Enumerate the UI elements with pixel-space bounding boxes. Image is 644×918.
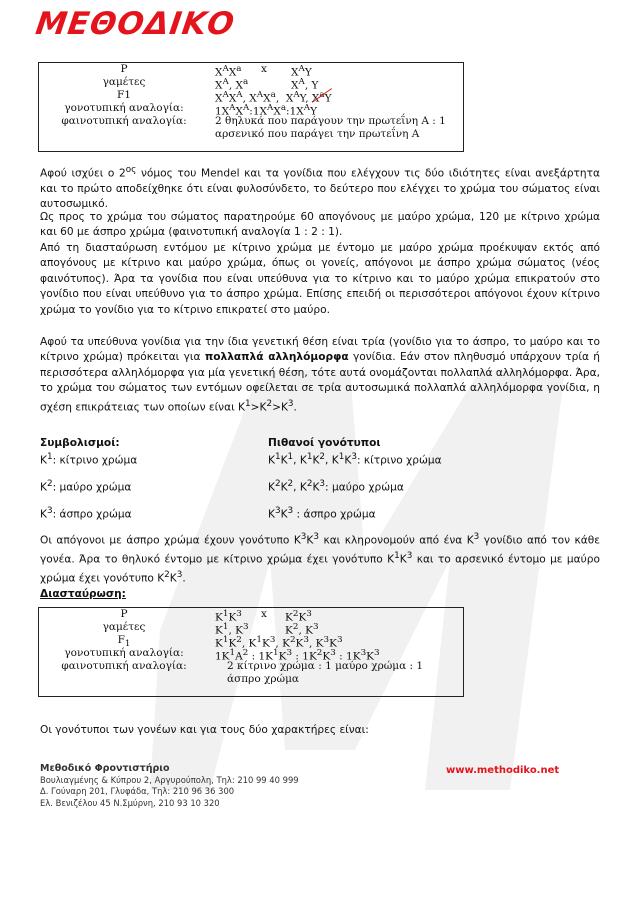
paragraph-part: Αφού τα υπεύθυνα γονίδια για την ίδια γενετική θέση είναι τρία (γονίδιο για το άσπρο, το μαύρο και το κίτρινο χρώμα) πρόκειται για <box>40 336 600 364</box>
cross1-row-phenotypic-ratio-cont <box>39 128 463 141</box>
cross1-male-genotype: $X^AY$ <box>291 64 312 79</box>
paragraph-mendel: Αφού ισχύει ο $2^{o\varsigma}$ νόμος του Mendel και τα γονίδια που ελέγχουν τις δύο ιδιότητες είναι ανεξάρτητα και το πρώτο αποδείχθηκε ότι είναι φυλοσύνδετο, το δεύτερο που ελέγχει το χρώμα του σώματος είναι αυτοσωμικό. <box>40 165 601 211</box>
cross1-female-gametes: $X^A$, $X^a$ <box>215 77 249 92</box>
footer-address-block <box>40 763 299 809</box>
cross1-genotypic-ratio: $1X^AX^A:1X^AX^a:1X^AY$ <box>215 103 317 118</box>
genotypes-title: Πιθανοί γονότυποι <box>268 437 381 449</box>
cross1-phenotypic-ratio-cont: αρσενικό που παράγει την πρωτεΐνη Α <box>215 128 420 140</box>
paragraph-offspring-counts: Ως προς το χρώμα του σώματος παρατηρούμε 60 απογόνους με μαύρο χρώμα, 120 με κίτρινο χρώμα και 60 με άσπρο χρώμα (φαινοτυπική αναλογία 1 : 2 : 1). <box>40 211 600 239</box>
cross2-f1-genotypes: $K^1K^2$, $K^1K^3$, $K^2K^3$, $K^3K^3$ <box>215 635 343 650</box>
genotypes-yellow: $K^1K^1$, $K^1K^2$, $K^1K^3$: κίτρινο χρώμα <box>268 452 442 467</box>
cross2-female-gametes: $K^1$, $K^3$ <box>215 622 249 637</box>
cross2-female-genotype: $K^1K^3$ <box>215 609 242 624</box>
genotypes-black: $K^2K^2$, $K^2K^3$: μαύρο χρώμα <box>268 479 404 494</box>
footer-website-link[interactable]: www.methodiko.net <box>446 765 560 776</box>
paragraph-dominance: Από τη διασταύρωση εντόμου με κίτρινο χρώμα με έντομο με μαύρο χρώμα προέκυψαν εκτός από απογόνους με κίτρινο και μαύρο χρώμα, όπως οι γονείς, απόγονοι με άσπρο χρώμα σώματος (νέος φαινότυπος). Άρα τα γονίδια που είναι υπεύθυνα για το κίτρινο και το μαύρο χρώμα επικρατούν στο γονίδιο που είναι υπεύθυνο για το άσπρο χρώμα. Επίσης επειδή οι περισσότεροι απόγονοι έχουν κίτρινο χρώμα το γονίδιο για το κίτρινο επικρατεί στο μαύρο. <box>40 242 600 316</box>
term-multiple-alleles: πολλαπλά αλληλόμορφα <box>204 351 349 364</box>
genotypes-white: $K^3K^3$ : άσπρο χρώμα <box>268 506 376 521</box>
cross1-label: γαμέτες <box>102 76 146 88</box>
cross1-row-p <box>39 63 463 79</box>
cross1-row-phenotypic-ratio <box>39 115 463 128</box>
cross2-row-gametes <box>39 621 463 637</box>
methodiko-logo: ΜΕΘΟΔΙΚΟ <box>33 6 238 42</box>
cross2-label: γαμέτες <box>102 621 146 633</box>
footer-address-line: Βουλιαγμένης & Κύπρου 2, Αργυρούπολη, Τηλ: 210 99 40 999 <box>40 774 299 785</box>
cross2-row-f1 <box>39 634 463 650</box>
footer-title: Μεθοδικό Φροντιστήριο <box>40 763 170 774</box>
cross-table-2 <box>38 607 464 697</box>
symbol-k3: $K^3$: άσπρο χρώμα <box>40 506 132 521</box>
cross2-row-phenotypic-ratio-cont <box>39 673 463 686</box>
symbols-title: Συμβολισμοί: <box>40 437 120 449</box>
cross2-row-p <box>39 608 463 624</box>
cross1-row-gametes <box>39 76 463 92</box>
cross2-row-phenotypic-ratio <box>39 660 463 673</box>
cross1-label: P <box>120 63 128 75</box>
cross-table-1 <box>38 62 464 152</box>
footer-address-line: Δ. Γούναρη 201, Γλυφάδα, Τηλ: 210 96 36 300 <box>40 786 235 796</box>
paragraph-multiple-alleles: Αφού τα υπεύθυνα γονίδια για την ίδια γενετική θέση είναι τρία (γονίδιο για το άσπρο, το μαύρο και το κίτρινο χρώμα) πρόκειται για πολλαπλά αλληλόμορφα γονίδια. Εάν στον πληθυσμό υπάρχουν τρία ή περισσότερα αλληλόμορφα για μία γενετική θέση, τότε αυτά ονομάζονται πολλαπλά αλληλόμορφα. Άρα, το χρώμα του σώματος των εντόμων οφείλεται σε τρία αυτοσωμικά πολλαπλά αλληλόμορφα γονίδια, η σχέση επικράτειας των οποίων είναι $K^1>K^2>K^3$. <box>40 336 601 414</box>
cross-sign: x <box>261 608 267 620</box>
cross1-male-gametes: $X^A$, Y <box>291 77 319 92</box>
cross2-title: Διασταύρωση: <box>40 588 126 600</box>
cross1-f1-genotypes: $X^AX^A$, $X^AX^a$, $X^AY$, $X^aY$ <box>215 90 332 105</box>
cross1-label: γονοτυπική αναλογία: <box>64 102 184 114</box>
cross2-label: φαινοτυπική αναλογία: <box>61 660 187 672</box>
cross1-phenotypic-ratio: 2 θηλυκά που παράγουν την πρωτεΐνη Α : 1 <box>215 115 446 127</box>
cross2-genotypic-ratio: $1K^1A^2$ : $1K^1K^3$ : $1K^2K^3$ : $1K^3K^3$ <box>215 648 380 663</box>
crossed-out-genotype: $X^aY$ <box>311 90 332 105</box>
cross2-phenotypic-ratio: 2 κίτρινο χρώμα : 1 μαύρο χρώμα : 1 <box>227 660 424 672</box>
cross1-female-genotype: $X^AX^a$ <box>215 64 242 79</box>
cross-sign: x <box>261 63 267 75</box>
cross1-row-genotypic-ratio <box>39 102 463 118</box>
cross2-male-genotype: $K^2K^3$ <box>285 609 312 624</box>
final-question-line: Οι γονότυποι των γονέων και για τους δύο χαρακτήρες είναι: <box>40 724 369 736</box>
symbol-k1: $K^1$: κίτρινο χρώμα <box>40 452 138 467</box>
paragraph-parents-genotypes: Οι απόγονοι με άσπρο χρώμα έχουν γονότυπο $K^3K^3$ και κληρονομούν από ένα $K^3$ γονίδιο από τον κάθε γονέα. Άρα το θηλυκό έντομο με κίτρινο χρώμα έχει γονότυπο $K^1K^3$ και το αρσενικό έντομο με μαύρο χρώμα έχει γονότυπο $K^2K^3$. <box>40 532 600 585</box>
symbol-k2: $K^2$: μαύρο χρώμα <box>40 479 132 494</box>
cross2-row-genotypic-ratio <box>39 647 463 663</box>
cross1-row-f1 <box>39 89 463 105</box>
cross1-label: F1 <box>117 89 131 101</box>
footer-address-line: Ελ. Βενιζέλου 45 Ν.Σμύρνη, 210 93 10 320 <box>40 797 220 808</box>
cross2-phenotypic-ratio-cont: άσπρο χρώμα <box>227 673 300 685</box>
cross2-label: γονοτυπική αναλογία: <box>64 647 184 659</box>
cross1-label: φαινοτυπική αναλογία: <box>61 115 187 127</box>
cross2-label: $F_1$ <box>117 634 131 650</box>
cross2-male-gametes: $K^2$, $K^3$ <box>285 622 319 637</box>
cross2-label: P <box>120 608 128 620</box>
